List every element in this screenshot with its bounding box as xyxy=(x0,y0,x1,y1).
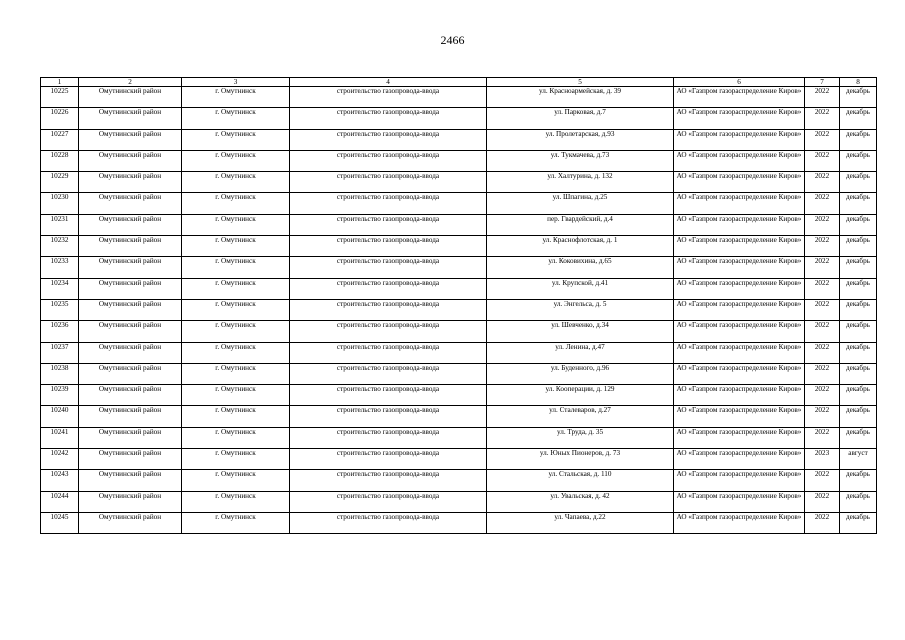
district-cell: Омутнинский район xyxy=(79,236,182,257)
month-cell: декабрь xyxy=(840,427,877,448)
row-number: 10237 xyxy=(41,342,79,363)
table-header xyxy=(41,78,877,87)
row-number: 10230 xyxy=(41,193,79,214)
town-cell: г. Омутнинск xyxy=(182,193,290,214)
district-cell: Омутнинский район xyxy=(79,150,182,171)
column-header-7: 7 xyxy=(805,78,840,87)
town-cell: г. Омутнинск xyxy=(182,449,290,470)
table-row xyxy=(41,385,877,406)
row-number: 10231 xyxy=(41,214,79,235)
year-cell: 2022 xyxy=(805,406,840,427)
address-cell: ул. Увальская, д. 42 xyxy=(487,491,674,512)
organization-cell: АО «Газпром газораспределение Киров» xyxy=(674,470,805,491)
district-cell: Омутнинский район xyxy=(79,278,182,299)
row-number: 10242 xyxy=(41,449,79,470)
town-cell: г. Омутнинск xyxy=(182,214,290,235)
work-type-cell: строительство газопровода-ввода xyxy=(290,172,487,193)
table-row xyxy=(41,257,877,278)
organization-cell: АО «Газпром газораспределение Киров» xyxy=(674,193,805,214)
town-cell: г. Омутнинск xyxy=(182,257,290,278)
table-row xyxy=(41,449,877,470)
row-number: 10235 xyxy=(41,299,79,320)
organization-cell: АО «Газпром газораспределение Киров» xyxy=(674,257,805,278)
organization-cell: АО «Газпром газораспределение Киров» xyxy=(674,512,805,533)
header-row xyxy=(41,78,877,87)
month-cell: декабрь xyxy=(840,129,877,150)
table-row xyxy=(41,278,877,299)
row-number: 10244 xyxy=(41,491,79,512)
row-number: 10239 xyxy=(41,385,79,406)
year-cell: 2022 xyxy=(805,385,840,406)
address-cell: ул. Тукмачева, д.73 xyxy=(487,150,674,171)
table-row xyxy=(41,491,877,512)
organization-cell: АО «Газпром газораспределение Киров» xyxy=(674,406,805,427)
year-cell: 2022 xyxy=(805,257,840,278)
organization-cell: АО «Газпром газораспределение Киров» xyxy=(674,491,805,512)
year-cell: 2022 xyxy=(805,214,840,235)
work-type-cell: строительство газопровода-ввода xyxy=(290,278,487,299)
year-cell: 2022 xyxy=(805,342,840,363)
row-number: 10238 xyxy=(41,363,79,384)
address-cell: ул. Пролетарская, д.93 xyxy=(487,129,674,150)
month-cell: декабрь xyxy=(840,236,877,257)
work-type-cell: строительство газопровода-ввода xyxy=(290,427,487,448)
district-cell: Омутнинский район xyxy=(79,321,182,342)
year-cell: 2022 xyxy=(805,172,840,193)
month-cell: декабрь xyxy=(840,108,877,129)
month-cell: декабрь xyxy=(840,470,877,491)
address-cell: ул. Краснофлотская, д. 1 xyxy=(487,236,674,257)
year-cell: 2022 xyxy=(805,321,840,342)
work-type-cell: строительство газопровода-ввода xyxy=(290,491,487,512)
month-cell: декабрь xyxy=(840,278,877,299)
registry-table xyxy=(40,77,877,534)
work-type-cell: строительство газопровода-ввода xyxy=(290,236,487,257)
district-cell: Омутнинский район xyxy=(79,172,182,193)
work-type-cell: строительство газопровода-ввода xyxy=(290,363,487,384)
district-cell: Омутнинский район xyxy=(79,214,182,235)
year-cell: 2022 xyxy=(805,427,840,448)
district-cell: Омутнинский район xyxy=(79,193,182,214)
column-header-5: 5 xyxy=(487,78,674,87)
address-cell: ул. Юных Пионеров, д. 73 xyxy=(487,449,674,470)
organization-cell: АО «Газпром газораспределение Киров» xyxy=(674,108,805,129)
organization-cell: АО «Газпром газораспределение Киров» xyxy=(674,449,805,470)
town-cell: г. Омутнинск xyxy=(182,470,290,491)
organization-cell: АО «Газпром газораспределение Киров» xyxy=(674,321,805,342)
work-type-cell: строительство газопровода-ввода xyxy=(290,214,487,235)
district-cell: Омутнинский район xyxy=(79,385,182,406)
district-cell: Омутнинский район xyxy=(79,512,182,533)
work-type-cell: строительство газопровода-ввода xyxy=(290,321,487,342)
work-type-cell: строительство газопровода-ввода xyxy=(290,257,487,278)
address-cell: ул. Кооперации, д. 129 xyxy=(487,385,674,406)
row-number: 10232 xyxy=(41,236,79,257)
work-type-cell: строительство газопровода-ввода xyxy=(290,150,487,171)
town-cell: г. Омутнинск xyxy=(182,108,290,129)
year-cell: 2022 xyxy=(805,512,840,533)
year-cell: 2022 xyxy=(805,299,840,320)
address-cell: ул. Коковихина, д.65 xyxy=(487,257,674,278)
year-cell: 2022 xyxy=(805,470,840,491)
row-number: 10228 xyxy=(41,150,79,171)
column-header-4: 4 xyxy=(290,78,487,87)
row-number: 10243 xyxy=(41,470,79,491)
year-cell: 2022 xyxy=(805,363,840,384)
town-cell: г. Омутнинск xyxy=(182,491,290,512)
work-type-cell: строительство газопровода-ввода xyxy=(290,87,487,108)
year-cell: 2022 xyxy=(805,150,840,171)
month-cell: декабрь xyxy=(840,512,877,533)
address-cell: ул. Красноармейская, д. 39 xyxy=(487,87,674,108)
work-type-cell: строительство газопровода-ввода xyxy=(290,406,487,427)
address-cell: ул. Труда, д. 35 xyxy=(487,427,674,448)
table-row xyxy=(41,363,877,384)
year-cell: 2022 xyxy=(805,278,840,299)
table-row xyxy=(41,512,877,533)
district-cell: Омутнинский район xyxy=(79,449,182,470)
month-cell: декабрь xyxy=(840,214,877,235)
district-cell: Омутнинский район xyxy=(79,299,182,320)
year-cell: 2022 xyxy=(805,129,840,150)
address-cell: ул. Буденного, д.96 xyxy=(487,363,674,384)
address-cell: ул. Энгельса, д. 5 xyxy=(487,299,674,320)
town-cell: г. Омутнинск xyxy=(182,363,290,384)
work-type-cell: строительство газопровода-ввода xyxy=(290,470,487,491)
work-type-cell: строительство газопровода-ввода xyxy=(290,449,487,470)
address-cell: ул. Шевченко, д.34 xyxy=(487,321,674,342)
month-cell: август xyxy=(840,449,877,470)
year-cell: 2022 xyxy=(805,193,840,214)
table-row xyxy=(41,87,877,108)
column-header-6: 6 xyxy=(674,78,805,87)
town-cell: г. Омутнинск xyxy=(182,385,290,406)
town-cell: г. Омутнинск xyxy=(182,172,290,193)
month-cell: декабрь xyxy=(840,87,877,108)
table-row xyxy=(41,470,877,491)
row-number: 10233 xyxy=(41,257,79,278)
address-cell: ул. Парковая, д.7 xyxy=(487,108,674,129)
work-type-cell: строительство газопровода-ввода xyxy=(290,193,487,214)
table-row xyxy=(41,129,877,150)
month-cell: декабрь xyxy=(840,257,877,278)
organization-cell: АО «Газпром газораспределение Киров» xyxy=(674,299,805,320)
organization-cell: АО «Газпром газораспределение Киров» xyxy=(674,385,805,406)
organization-cell: АО «Газпром газораспределение Киров» xyxy=(674,129,805,150)
district-cell: Омутнинский район xyxy=(79,108,182,129)
table-row xyxy=(41,321,877,342)
organization-cell: АО «Газпром газораспределение Киров» xyxy=(674,172,805,193)
month-cell: декабрь xyxy=(840,321,877,342)
district-cell: Омутнинский район xyxy=(79,491,182,512)
year-cell: 2022 xyxy=(805,491,840,512)
year-cell: 2022 xyxy=(805,108,840,129)
town-cell: г. Омутнинск xyxy=(182,406,290,427)
address-cell: ул. Стальская, д. 110 xyxy=(487,470,674,491)
table-row xyxy=(41,150,877,171)
district-cell: Омутнинский район xyxy=(79,342,182,363)
row-number: 10234 xyxy=(41,278,79,299)
column-header-2: 2 xyxy=(79,78,182,87)
town-cell: г. Омутнинск xyxy=(182,150,290,171)
month-cell: декабрь xyxy=(840,150,877,171)
row-number: 10245 xyxy=(41,512,79,533)
row-number: 10226 xyxy=(41,108,79,129)
column-header-8: 8 xyxy=(840,78,877,87)
address-cell: ул. Сталеваров, д.27 xyxy=(487,406,674,427)
work-type-cell: строительство газопровода-ввода xyxy=(290,385,487,406)
month-cell: декабрь xyxy=(840,363,877,384)
work-type-cell: строительство газопровода-ввода xyxy=(290,342,487,363)
district-cell: Омутнинский район xyxy=(79,87,182,108)
row-number: 10225 xyxy=(41,87,79,108)
address-cell: ул. Халтурина, д. 132 xyxy=(487,172,674,193)
address-cell: пер. Гвардейский, д.4 xyxy=(487,214,674,235)
row-number: 10241 xyxy=(41,427,79,448)
month-cell: декабрь xyxy=(840,193,877,214)
organization-cell: АО «Газпром газораспределение Киров» xyxy=(674,236,805,257)
town-cell: г. Омутнинск xyxy=(182,512,290,533)
row-number: 10240 xyxy=(41,406,79,427)
address-cell: ул. Крупской, д.41 xyxy=(487,278,674,299)
year-cell: 2023 xyxy=(805,449,840,470)
month-cell: декабрь xyxy=(840,299,877,320)
town-cell: г. Омутнинск xyxy=(182,342,290,363)
month-cell: декабрь xyxy=(840,385,877,406)
town-cell: г. Омутнинск xyxy=(182,236,290,257)
town-cell: г. Омутнинск xyxy=(182,278,290,299)
town-cell: г. Омутнинск xyxy=(182,321,290,342)
row-number: 10236 xyxy=(41,321,79,342)
table-row xyxy=(41,406,877,427)
district-cell: Омутнинский район xyxy=(79,129,182,150)
table-row xyxy=(41,172,877,193)
table-row xyxy=(41,299,877,320)
page-number: 2466 xyxy=(440,33,465,47)
organization-cell: АО «Газпром газораспределение Киров» xyxy=(674,214,805,235)
table-row xyxy=(41,108,877,129)
district-cell: Омутнинский район xyxy=(79,427,182,448)
organization-cell: АО «Газпром газораспределение Киров» xyxy=(674,150,805,171)
table-body xyxy=(41,87,877,534)
table-row xyxy=(41,236,877,257)
table-row xyxy=(41,214,877,235)
district-cell: Омутнинский район xyxy=(79,257,182,278)
year-cell: 2022 xyxy=(805,236,840,257)
work-type-cell: строительство газопровода-ввода xyxy=(290,108,487,129)
address-cell: ул. Чапаева, д.22 xyxy=(487,512,674,533)
column-header-3: 3 xyxy=(182,78,290,87)
year-cell: 2022 xyxy=(805,87,840,108)
month-cell: декабрь xyxy=(840,406,877,427)
district-cell: Омутнинский район xyxy=(79,470,182,491)
table-row xyxy=(41,193,877,214)
month-cell: декабрь xyxy=(840,342,877,363)
row-number: 10227 xyxy=(41,129,79,150)
address-cell: ул. Ленина, д.47 xyxy=(487,342,674,363)
district-cell: Омутнинский район xyxy=(79,363,182,384)
address-cell: ул. Шпагина, д.25 xyxy=(487,193,674,214)
column-header-1: 1 xyxy=(41,78,79,87)
work-type-cell: строительство газопровода-ввода xyxy=(290,512,487,533)
row-number: 10229 xyxy=(41,172,79,193)
month-cell: декабрь xyxy=(840,491,877,512)
town-cell: г. Омутнинск xyxy=(182,87,290,108)
organization-cell: АО «Газпром газораспределение Киров» xyxy=(674,87,805,108)
organization-cell: АО «Газпром газораспределение Киров» xyxy=(674,342,805,363)
table-row xyxy=(41,427,877,448)
district-cell: Омутнинский район xyxy=(79,406,182,427)
table-row xyxy=(41,342,877,363)
town-cell: г. Омутнинск xyxy=(182,427,290,448)
organization-cell: АО «Газпром газораспределение Киров» xyxy=(674,278,805,299)
town-cell: г. Омутнинск xyxy=(182,129,290,150)
town-cell: г. Омутнинск xyxy=(182,299,290,320)
work-type-cell: строительство газопровода-ввода xyxy=(290,299,487,320)
organization-cell: АО «Газпром газораспределение Киров» xyxy=(674,427,805,448)
month-cell: декабрь xyxy=(840,172,877,193)
organization-cell: АО «Газпром газораспределение Киров» xyxy=(674,363,805,384)
work-type-cell: строительство газопровода-ввода xyxy=(290,129,487,150)
